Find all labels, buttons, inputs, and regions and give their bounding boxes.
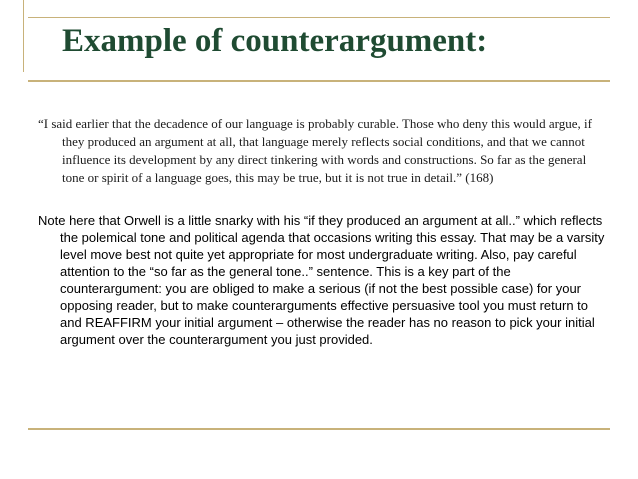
title-divider <box>28 80 610 82</box>
top-rule <box>28 17 610 18</box>
commentary-note: Note here that Orwell is a little snarky with his “if they produced an argument at all..” which reflects the polemical tone and political agenda that occasions writing this essay. That may be a varsity level move best not quite yet appropriate for most undergraduate writing. Also, pay careful attention to the “so far as the general tone..” sentence. This is a key part of the counterargument: you are obliged to make a serious (if not the best possible case) for your opposing reader, but to make counterarguments effective persuasive tool you must return to and REAFFIRM your initial argument – otherwise the reader has no reason to pick your initial argument over the counterargument you just provided. <box>38 213 605 347</box>
orwell-quote: “I said earlier that the decadence of our language is probably curable. Those who deny this would argue, if they produced an argument at all, that language merely reflects social conditions, and that we cannot influence its development by any direct tinkering with words and constructions. So far as the general tone or spirit of a language goes, this may be true, but it is not true in detail.” (168) <box>38 116 592 185</box>
left-accent-line <box>23 0 24 72</box>
bottom-rule <box>28 428 610 430</box>
slide-title: Example of counterargument: <box>62 23 488 59</box>
